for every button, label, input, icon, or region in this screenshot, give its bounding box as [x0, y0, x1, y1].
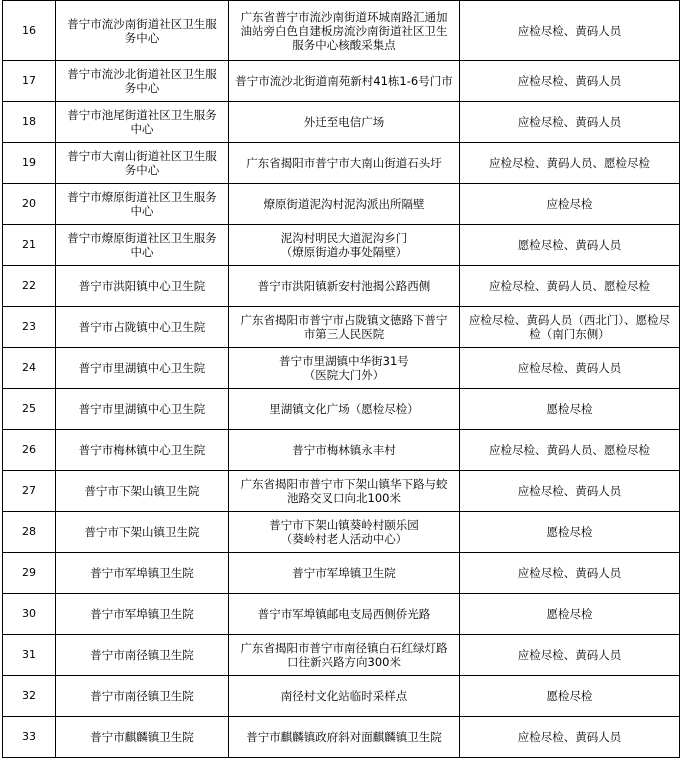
testing-scope-line: 应检尽检、黄码人员 [517, 74, 622, 88]
address-cell [229, 266, 460, 307]
address-line: 服务中心核酸采集点 [292, 37, 396, 52]
site-name-line: 普宁市下架山镇卫生院 [84, 484, 200, 498]
site-name-line: 普宁市大南山街道社区卫生服 [67, 149, 217, 163]
site-name-line: 普宁市流沙南街道社区卫生服 [67, 16, 217, 31]
site-name-cell [56, 348, 229, 389]
address-line: 普宁市军埠镇邮电支局西侧侨光路 [257, 607, 431, 621]
address-cell [229, 594, 460, 635]
site-name-cell [56, 635, 229, 676]
table-row [3, 348, 680, 389]
table-row [3, 635, 680, 676]
address-cell [229, 635, 460, 676]
site-name-line: 普宁市里湖镇中心卫生院 [78, 402, 206, 416]
address-line: 油站旁白色自建板房流沙南街道社区卫生 [240, 23, 448, 38]
testing-scope-cell [460, 717, 680, 758]
testing-scope-cell [460, 512, 680, 553]
site-name-line: 普宁市麒麟镇卫生院 [90, 730, 194, 744]
address-line: 池路交叉口向北100米 [287, 491, 401, 505]
row-number-cell: 29 [3, 553, 56, 594]
testing-scope-line: 应检尽检、黄码人员 [517, 23, 622, 38]
table-row [3, 717, 680, 758]
testing-scope-line: 应检尽检、黄码人员（西北门）、愿检尽 [468, 313, 671, 327]
testing-scope-line: 愿检尽检 [546, 689, 593, 703]
site-name-line: 普宁市燎原街道社区卫生服务 [67, 190, 217, 204]
address-line: （葵岭村老人活动中心） [280, 532, 408, 546]
site-name-line: 中心 [130, 245, 154, 259]
testing-scope-cell [460, 635, 680, 676]
table-row [3, 307, 680, 348]
row-number-cell: 31 [3, 635, 56, 676]
table-row [3, 184, 680, 225]
address-line: 普宁市军埠镇卫生院 [292, 566, 396, 580]
site-name-line: 普宁市洪阳镇中心卫生院 [78, 279, 206, 293]
testing-scope-line: 愿检尽检 [546, 607, 593, 621]
table-row [3, 389, 680, 430]
site-name-line: 务中心 [124, 81, 160, 95]
address-cell [229, 61, 460, 102]
testing-scope-line: 应检尽检、黄码人员 [517, 115, 622, 129]
row-number-cell: 27 [3, 471, 56, 512]
site-name-cell [56, 512, 229, 553]
address-line: 南径村文化站临时采样点 [280, 689, 408, 703]
table-body [3, 1, 680, 758]
site-name-line: 普宁市军埠镇卫生院 [90, 566, 194, 580]
address-line: 普宁市梅林镇永丰村 [292, 443, 396, 457]
address-line: 广东省揭阳市普宁市占陇镇文德路下普宁 [240, 313, 448, 327]
site-name-line: 务中心 [124, 30, 160, 45]
testing-scope-line: 应检尽检、黄码人员、愿检尽检 [489, 443, 650, 457]
testing-scope-line: 应检尽检、黄码人员 [517, 566, 622, 580]
row-number-cell: 25 [3, 389, 56, 430]
address-line: （医院大门外） [303, 368, 385, 382]
table-row [3, 61, 680, 102]
testing-scope-cell [460, 307, 680, 348]
address-line: 广东省普宁市流沙南街道环城南路汇通加 [240, 9, 448, 24]
site-name-cell [56, 143, 229, 184]
address-cell [229, 307, 460, 348]
address-line: 普宁市流沙北街道南苑新村41栋1-6号门市 [235, 74, 453, 88]
row-number-cell: 19 [3, 143, 56, 184]
testing-scope-cell [460, 553, 680, 594]
row-number-cell: 33 [3, 717, 56, 758]
site-name-cell [56, 389, 229, 430]
site-name-cell [56, 553, 229, 594]
testing-sites-table [2, 0, 680, 758]
testing-scope-line: 愿检尽检 [546, 525, 593, 539]
testing-scope-cell [460, 1, 680, 61]
address-line: 市第三人民医院 [303, 327, 385, 341]
table-row [3, 1, 680, 61]
site-name-line: 中心 [130, 204, 154, 218]
row-number-cell: 21 [3, 225, 56, 266]
address-cell [229, 389, 460, 430]
table-row [3, 102, 680, 143]
address-line: 普宁市洪阳镇新安村池揭公路西侧 [257, 279, 431, 293]
address-line: 普宁市里湖镇中华街31号 [279, 354, 409, 368]
testing-scope-line: 应检尽检、黄码人员、愿检尽检 [489, 156, 650, 170]
address-line: 普宁市麒麟镇政府斜对面麒麟镇卫生院 [246, 730, 442, 744]
address-line: （燎原街道办事处隔壁） [280, 245, 408, 259]
site-name-line: 普宁市军埠镇卫生院 [90, 607, 194, 621]
testing-scope-cell [460, 266, 680, 307]
address-cell [229, 348, 460, 389]
testing-scope-cell [460, 471, 680, 512]
site-name-cell [56, 594, 229, 635]
address-cell [229, 225, 460, 266]
site-name-line: 务中心 [124, 163, 160, 177]
address-line: 外迁至电信广场 [303, 115, 385, 129]
site-name-cell [56, 184, 229, 225]
site-name-line: 普宁市南径镇卫生院 [90, 689, 194, 703]
address-line: 普宁市下架山镇葵岭村颐乐园 [269, 518, 419, 532]
testing-scope-cell [460, 348, 680, 389]
site-name-line: 普宁市下架山镇卫生院 [84, 525, 200, 539]
testing-scope-cell [460, 143, 680, 184]
site-name-line: 普宁市池尾街道社区卫生服务 [67, 108, 217, 122]
address-line: 口往新兴路方向300米 [287, 655, 401, 669]
site-name-line: 普宁市梅林镇中心卫生院 [78, 443, 206, 457]
table-row [3, 594, 680, 635]
address-cell [229, 553, 460, 594]
row-number-cell: 22 [3, 266, 56, 307]
table-row [3, 471, 680, 512]
address-cell [229, 143, 460, 184]
site-name-cell [56, 102, 229, 143]
site-name-line: 普宁市南径镇卫生院 [90, 648, 194, 662]
testing-scope-cell [460, 225, 680, 266]
testing-scope-line: 愿检尽检 [546, 402, 593, 416]
row-number-cell: 28 [3, 512, 56, 553]
table-row [3, 143, 680, 184]
site-name-line: 普宁市占陇镇中心卫生院 [78, 320, 206, 334]
site-name-cell [56, 61, 229, 102]
address-line: 泥沟村明民大道泥沟乡门 [280, 231, 408, 245]
row-number-cell: 32 [3, 676, 56, 717]
testing-scope-cell [460, 389, 680, 430]
testing-scope-line: 应检尽检、黄码人员 [517, 484, 622, 498]
row-number-cell: 20 [3, 184, 56, 225]
table-row [3, 225, 680, 266]
testing-scope-line: 应检尽检、黄码人员、愿检尽检 [489, 279, 650, 293]
site-name-cell [56, 1, 229, 61]
site-name-cell [56, 676, 229, 717]
table-row [3, 553, 680, 594]
address-cell [229, 430, 460, 471]
address-line: 广东省揭阳市普宁市大南山街道石头圩 [246, 156, 442, 170]
site-name-cell [56, 430, 229, 471]
address-line: 广东省揭阳市普宁市下架山镇华下路与蛟 [240, 477, 448, 491]
address-line: 广东省揭阳市普宁市南径镇白石红绿灯路 [240, 641, 448, 655]
testing-scope-line: 检（南门东侧） [529, 327, 610, 341]
row-number-cell: 23 [3, 307, 56, 348]
site-name-line: 中心 [130, 122, 154, 136]
address-cell [229, 512, 460, 553]
row-number-cell: 24 [3, 348, 56, 389]
address-cell [229, 717, 460, 758]
testing-scope-line: 应检尽检、黄码人员 [517, 361, 622, 375]
testing-scope-cell [460, 594, 680, 635]
testing-scope-line: 应检尽检 [546, 197, 593, 211]
site-name-line: 普宁市流沙北街道社区卫生服 [67, 67, 217, 81]
testing-scope-line: 应检尽检、黄码人员 [517, 648, 622, 662]
site-name-cell [56, 471, 229, 512]
row-number-cell: 30 [3, 594, 56, 635]
testing-scope-line: 愿检尽检、黄码人员 [517, 238, 622, 252]
site-name-line: 普宁市燎原街道社区卫生服务 [67, 231, 217, 245]
address-cell [229, 676, 460, 717]
testing-scope-cell [460, 102, 680, 143]
table-row [3, 430, 680, 471]
site-name-cell [56, 307, 229, 348]
address-line: 里湖镇文化广场（愿检尽检） [269, 402, 419, 416]
address-line: 燎原街道泥沟村泥沟派出所隔壁 [263, 197, 425, 211]
testing-scope-line: 应检尽检、黄码人员 [517, 730, 622, 744]
testing-scope-cell [460, 676, 680, 717]
testing-scope-cell [460, 430, 680, 471]
row-number-cell: 17 [3, 61, 56, 102]
table-row [3, 676, 680, 717]
testing-scope-cell [460, 61, 680, 102]
table-row [3, 512, 680, 553]
address-cell [229, 1, 460, 61]
row-number-cell: 18 [3, 102, 56, 143]
site-name-line: 普宁市里湖镇中心卫生院 [78, 361, 206, 375]
address-cell [229, 184, 460, 225]
address-cell [229, 102, 460, 143]
site-name-cell [56, 717, 229, 758]
row-number-cell: 26 [3, 430, 56, 471]
site-name-cell [56, 225, 229, 266]
row-number-cell: 16 [3, 1, 56, 61]
address-cell [229, 471, 460, 512]
table-row [3, 266, 680, 307]
site-name-cell [56, 266, 229, 307]
testing-scope-cell [460, 184, 680, 225]
